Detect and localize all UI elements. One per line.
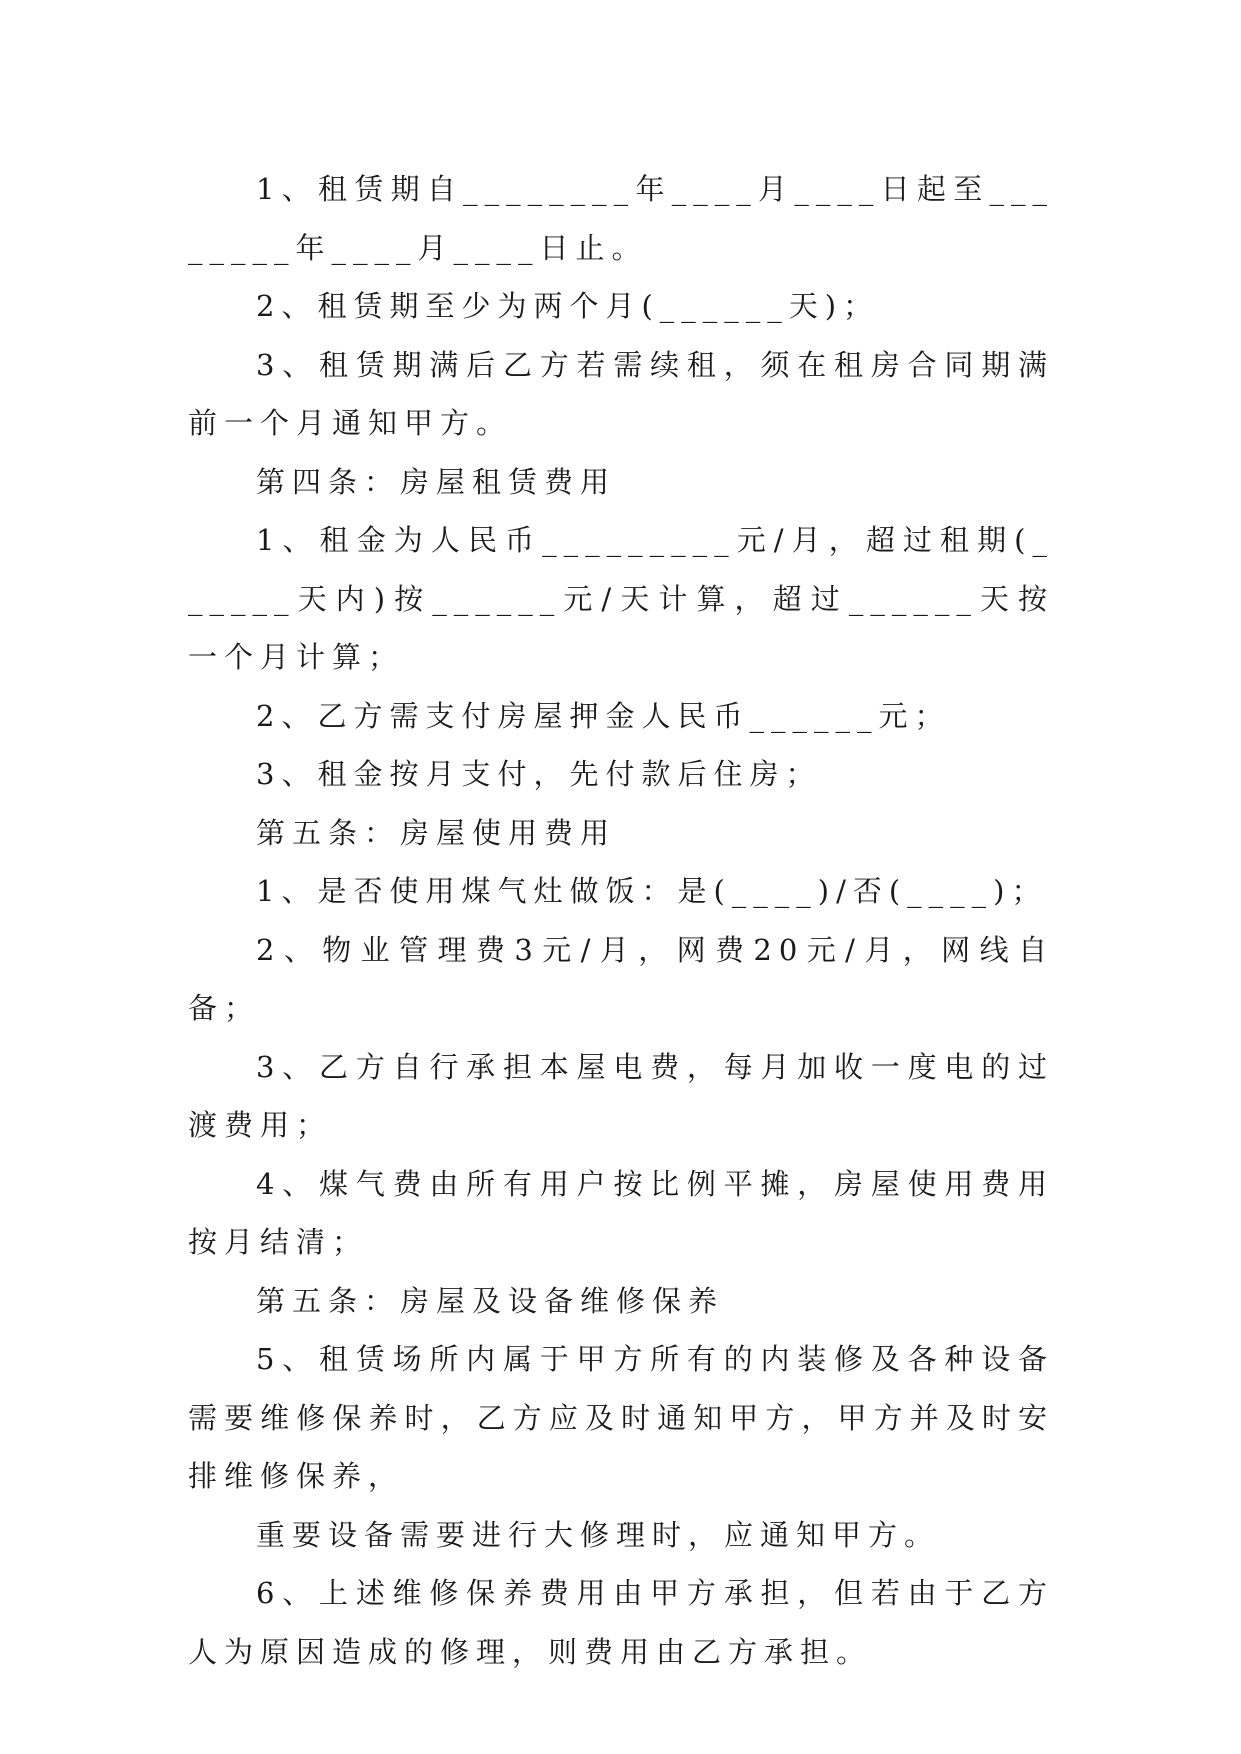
usage-item-3: 3、乙方自行承担本屋电费，每月加收一度电的过渡费用； [188,1049,1054,1142]
section-heading-rent: 第四条：房屋租赁费用 [256,464,617,499]
maintenance-item-6: 6、上述维修保养费用由甲方承担，但若由于乙方人为原因造成的修理，则费用由乙方承担。 [188,1576,1054,1669]
rent-item-3: 3、租金按月支付，先付款后住房； [256,757,822,791]
rent-item-1: 1、租金为人民币_________元/月，超过租期(______天内)按______元/天计算，超过______天按一个月计算； [188,523,1054,674]
usage-item-2: 2、物业管理费3元/月，网费20元/月，网线自备； [188,932,1054,1025]
usage-item-1: 1、是否使用煤气灶做饭：是(____)/否(____)； [256,874,1048,908]
section-heading-maintenance: 第五条：房屋及设备维修保养 [256,1283,725,1318]
rent-item-2: 2、乙方需支付房屋押金人民币______元； [256,698,951,733]
usage-item-4: 4、煤气费由所有用户按比例平摊，房屋使用费用按月结清； [188,1166,1054,1259]
section-heading-usage-fees: 第五条：房屋使用费用 [256,815,617,850]
term-2-minimum-period: 2、租赁期至少为两个月(______天)； [256,289,880,323]
document-body [188,160,1054,1681]
maintenance-item-5: 5、租赁场所内属于甲方所有的内装修及各种设备需要维修保养时，乙方应及时通知甲方，甲方并及时安排维修保养， [188,1342,1054,1493]
maintenance-major-repair: 重要设备需要进行大修理时，应通知甲方。 [256,1517,941,1552]
term-3-renewal: 3、租赁期满后乙方若需续租，须在租房合同期满前一个月通知甲方。 [188,347,1054,440]
term-1-lease-period: 1、租赁期自________年____月____日起至________年____月____日止。 [188,172,1054,265]
